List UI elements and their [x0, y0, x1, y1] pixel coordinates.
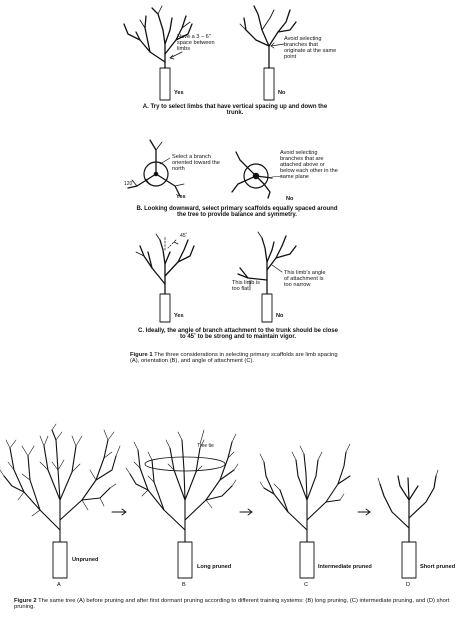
too-flat-label: This limb is too flat [232, 280, 260, 293]
panel-c-no: No [276, 313, 284, 319]
short-pruned-label: Short pruned [420, 564, 456, 570]
figure2-text: The same tree (A) before pruning and after first dormant pruning according to different training systems: (B) long pruning, (C) intermediate pruning, and (D) short pruning. [14, 598, 450, 611]
figure1-text: The three considerations in selecting primary scaffolds are limb spacing (A), orientation (B), and angle of attachment (C). [130, 352, 338, 365]
panel-a-caption: A. Try to select limbs that have vertical spacing up and down the trunk. [142, 104, 328, 117]
tree-a-yes [124, 6, 192, 100]
tree-intermediate-pruned [260, 444, 350, 578]
panel-b-no: No [286, 196, 294, 202]
tree-tie-label: Tree tie [197, 443, 214, 449]
unpruned-label: Unpruned [72, 557, 99, 563]
tree-unpruned [0, 424, 120, 578]
letter-d: D [406, 582, 411, 588]
panel-b-yes: Yes [176, 194, 186, 200]
angle-120: 120˚ [124, 181, 135, 187]
tree-tie-ring [145, 457, 225, 471]
panel-c-yes: Yes [174, 313, 184, 319]
arrow-same-point [271, 43, 284, 48]
arrow-a-to-b [112, 509, 126, 515]
figure2-caption [14, 598, 466, 611]
letter-a: A [57, 582, 61, 588]
arrow-b-to-c [240, 509, 252, 515]
tree-long-pruned [126, 430, 238, 578]
intermediate-pruned-label: Intermediate pruned [318, 564, 372, 570]
letter-b: B [182, 582, 186, 588]
panel-c-caption: C. Ideally, the angle of branch attachment to the trunk should be close to 45˚ to be strong and to maintain vigor. [138, 328, 338, 341]
angle-45: 45˚ [180, 233, 188, 239]
avoid-same-plane-label: Avoid selecting branches that are attached above or below each other in the same plane [280, 150, 338, 181]
figure1-caption [130, 352, 340, 365]
letter-c: C [304, 582, 309, 588]
diagram-b-no [232, 152, 282, 198]
figure1-label: Figure 1 [130, 352, 153, 358]
arrow-spacing [170, 52, 182, 59]
tree-c-yes [136, 234, 194, 322]
north-label: Select a branch oriented toward the north [172, 154, 220, 173]
angle-arc-45 [165, 236, 178, 250]
long-pruned-label: Long pruned [197, 564, 232, 570]
avoid-same-point-label: Avoid selecting branches that originate at the same point [284, 36, 337, 61]
panel-a-no: No [278, 90, 286, 96]
spacing-label: Have a 3 – 6" space between limbs [177, 34, 215, 53]
too-narrow-label: This limb's angle of attachment is too narrow [284, 270, 326, 289]
arrow-too-narrow [272, 265, 282, 272]
figure2-label: Figure 2 [14, 598, 37, 604]
panel-b-caption: B. Looking downward, select primary scaffolds equally spaced around the tree to provide balance and symmetry. [136, 206, 338, 219]
arrow-c-to-d [358, 509, 370, 515]
panel-a-yes: Yes [174, 90, 184, 96]
tree-short-pruned [378, 470, 438, 578]
